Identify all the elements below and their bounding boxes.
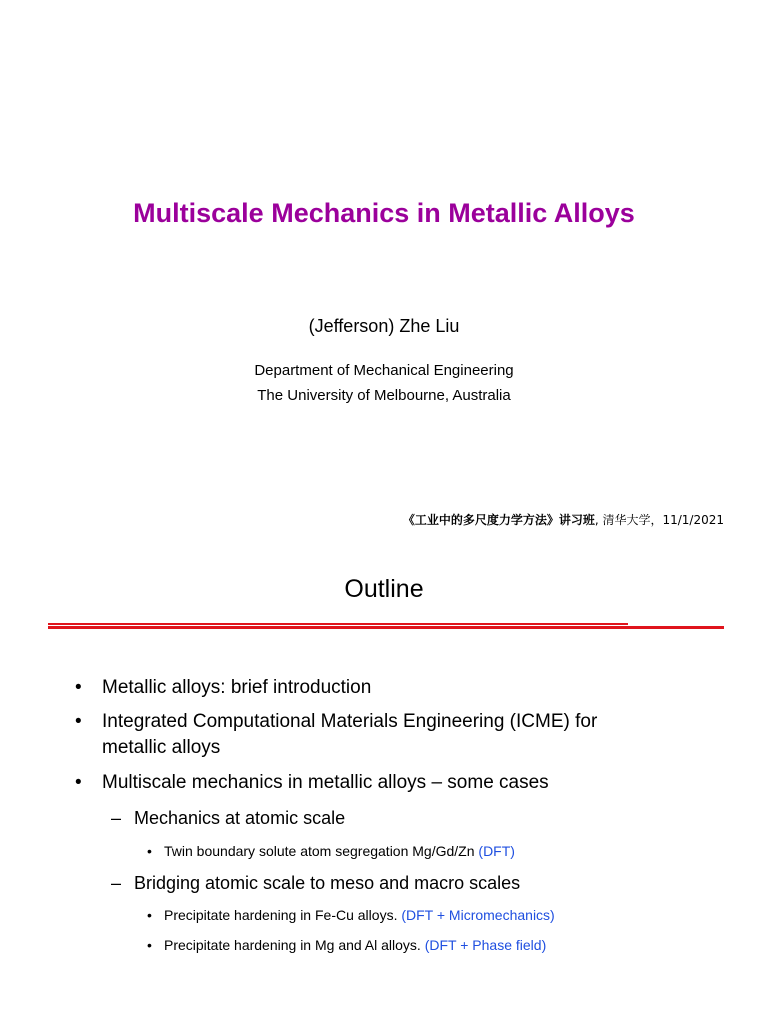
workshop-name: 《工业中的多尺度力学方法》讲习班 — [402, 513, 595, 527]
outline-item-icme-cont — [102, 734, 220, 761]
heading-rule-thick — [48, 626, 724, 629]
outline-item-text: metallic alloys — [102, 737, 221, 758]
outline-subsubitem-fecu — [147, 905, 555, 925]
dash-marker: – — [111, 873, 122, 893]
heading-rule-thin — [48, 623, 628, 625]
author-name: (Jefferson) Zhe Liu — [308, 316, 460, 336]
outline-subsubitem-twin — [147, 841, 515, 861]
slide-title: Multiscale Mechanics in Metallic Alloys — [133, 198, 635, 228]
outline-subsubitem-text: Precipitate hardening in Fe-Cu alloys. — [164, 907, 402, 923]
outline-subitem-atomic — [111, 805, 346, 831]
bullet-marker: • — [75, 711, 82, 732]
outline-item-intro — [75, 674, 372, 701]
outline-subitem-bridging — [111, 870, 521, 896]
outline-item-text: Multiscale mechanics in metallic alloys – some cases — [102, 772, 549, 793]
bullet-marker: • — [147, 907, 152, 923]
outline-item-icme — [75, 708, 598, 735]
outline-item-cases — [75, 769, 549, 796]
method-tag: (DFT + Micromechanics) — [401, 907, 555, 923]
bullet-marker: • — [147, 937, 152, 953]
outline-subsubitem-text: Twin boundary solute atom segregation Mg/Gd/Zn — [164, 843, 479, 859]
workshop-footer — [403, 512, 724, 528]
outline-heading: Outline — [344, 575, 424, 603]
outline-subitem-text: Bridging atomic scale to meso and macro scales — [134, 873, 521, 893]
university: The University of Melbourne, Australia — [257, 387, 511, 404]
workshop-venue-date: , 清华大学，11/1/2021 — [594, 513, 724, 527]
method-tag: (DFT + Phase field) — [424, 937, 547, 953]
outline-subsubitem-mgal — [147, 935, 547, 955]
dash-marker: – — [111, 808, 122, 828]
outline-item-text: Integrated Computational Materials Engineering (ICME) for — [102, 711, 598, 732]
department: Department of Mechanical Engineering — [254, 362, 514, 379]
method-tag: (DFT) — [478, 843, 515, 859]
bullet-marker: • — [147, 843, 152, 859]
outline-item-text: Metallic alloys: brief introduction — [102, 677, 372, 698]
bullet-marker: • — [75, 772, 82, 793]
bullet-marker: • — [75, 677, 82, 698]
outline-subsubitem-text: Precipitate hardening in Mg and Al alloys. — [164, 937, 425, 953]
outline-subitem-text: Mechanics at atomic scale — [134, 808, 346, 828]
